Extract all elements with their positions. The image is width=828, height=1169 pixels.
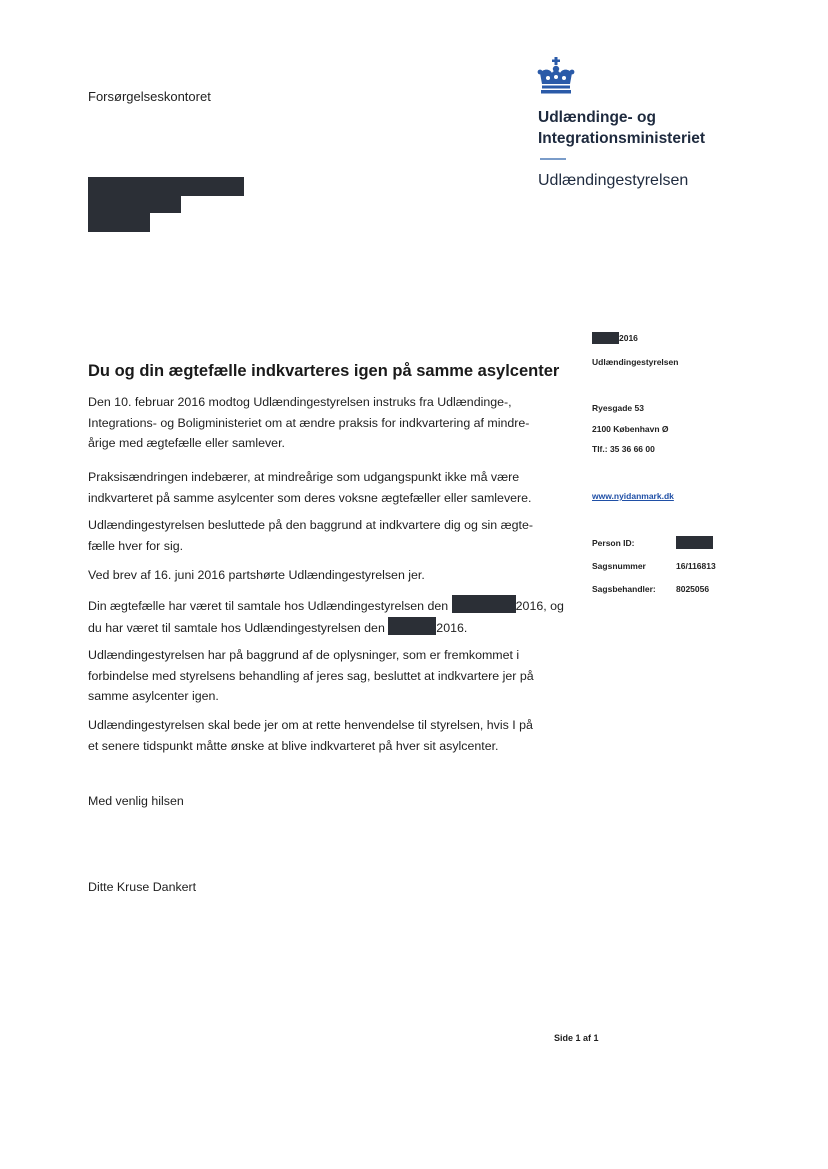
redacted-interview-date (452, 595, 516, 613)
ministry-divider (540, 158, 566, 160)
text-line: samme asylcenter igen. (88, 689, 219, 703)
crown-logo-icon (536, 57, 576, 95)
paragraph-4 (88, 565, 566, 586)
case-handler-value: 8025056 (676, 584, 710, 594)
agency-name: Udlændingestyrelsen (538, 172, 689, 189)
paragraph-5 (88, 595, 566, 638)
text-segment: du har været til samtale hos Udlændingestyrelsen den (88, 620, 385, 635)
ministry-name (538, 107, 705, 149)
text-line (88, 595, 566, 617)
case-number-label: Sagsnummer (592, 561, 646, 571)
text-line: Udlændingestyrelsen skal bede jer om at rette henvendelse til styrelsen, hvis I på (88, 718, 533, 732)
text-line: Integrations- og Boligministeriet om at ændre praksis for indkvartering af mindre- (88, 415, 530, 430)
sender-street: Ryesgade 53 (592, 403, 644, 413)
signer-name: Ditte Kruse Dankert (88, 880, 197, 894)
redacted-recipient-name (88, 177, 244, 196)
text-line: Ved brev af 16. juni 2016 partshørte Udlændingestyrelsen jer. (88, 568, 425, 582)
website-link[interactable]: www.nyidanmark.dk (592, 491, 674, 501)
person-id-label: Person ID: (592, 538, 635, 548)
redacted-date (592, 332, 619, 344)
text-line: Udlændingestyrelsen besluttede på den baggrund at indkvartere dig og sin ægte- (88, 518, 533, 532)
redacted-recipient-city (88, 212, 150, 232)
letter-date-year: 2016 (619, 333, 638, 343)
letter-date (592, 332, 638, 344)
case-number-value: 16/116813 (676, 561, 716, 571)
text-segment: 2016. (436, 620, 468, 635)
redacted-person-id (676, 536, 713, 549)
case-handler-label: Sagsbehandler: (592, 584, 656, 594)
redacted-interview-date (388, 617, 436, 635)
paragraph-1 (88, 392, 566, 454)
paragraph-3 (88, 515, 566, 556)
text-line: forbindelse med styrelsens behandling af jeres sag, besluttet at indkvartere jer på (88, 668, 534, 683)
text-line: årige med ægtefælle eller samlever. (88, 436, 285, 450)
page-number: Side 1 af 1 (554, 1033, 599, 1043)
text-segment: Din ægtefælle har været til samtale hos Udlændingestyrelsen den (88, 599, 449, 613)
department-name: Forsørgelseskontoret (88, 89, 211, 104)
redacted-recipient-address (88, 195, 181, 213)
text-segment: 2016, og (515, 599, 564, 613)
text-line: Praksisændringen indebærer, at mindreårige som udgangspunkt ikke må være (88, 470, 520, 484)
text-line: et senere tidspunkt måtte ønske at blive indkvarteret på hver sit asylcenter. (88, 738, 499, 753)
text-line: Den 10. februar 2016 modtog Udlændingestyrelsen instruks fra Udlændinge-, (88, 395, 512, 409)
ministry-name-line1: Udlændinge- og (538, 109, 656, 126)
text-line: indkvarteret på samme asylcenter som deres voksne ægtefæller eller samlevere. (88, 490, 532, 505)
paragraph-2 (88, 467, 566, 508)
sender-phone: Tlf.: 35 36 66 00 (592, 444, 655, 454)
ministry-name-line2: Integrationsministeriet (538, 130, 706, 147)
sender-name: Udlændingestyrelsen (592, 357, 679, 367)
text-line: Udlændingestyrelsen har på baggrund af de oplysninger, som er fremkommet i (88, 648, 520, 662)
paragraph-7 (88, 715, 566, 756)
text-line (88, 617, 566, 639)
paragraph-6 (88, 645, 566, 707)
sender-city: 2100 København Ø (592, 424, 669, 434)
letter-headline: Du og din ægtefælle indkvarteres igen på samme asylcenter (88, 362, 560, 380)
sign-off: Med venlig hilsen (88, 794, 184, 808)
text-line: fælle hver for sig. (88, 538, 184, 553)
